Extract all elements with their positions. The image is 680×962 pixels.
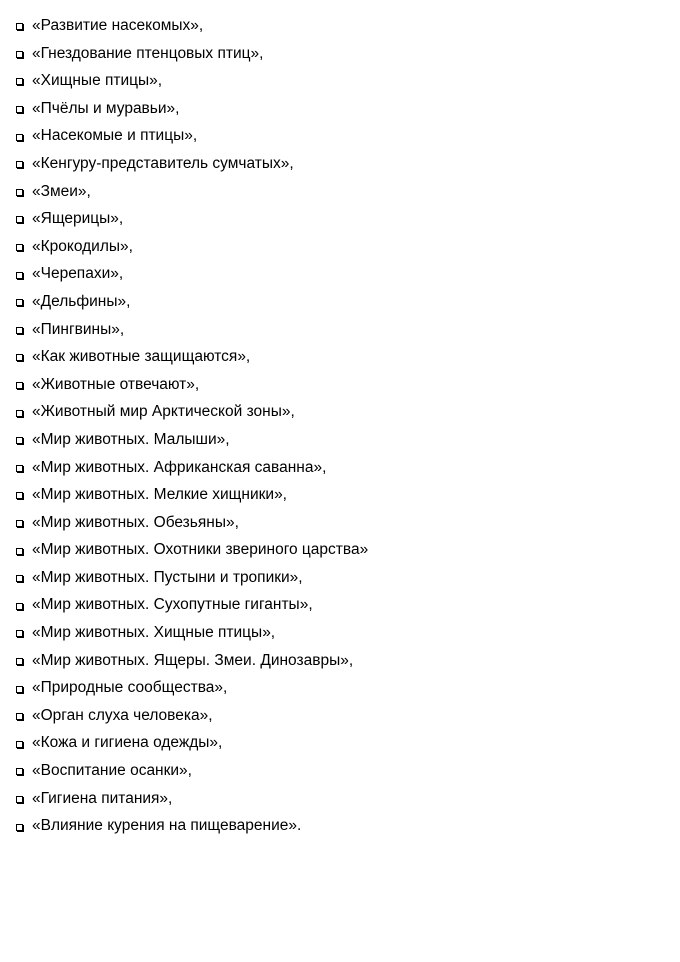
list-item-text: «Черепахи»,: [32, 265, 124, 283]
hollow-square-bullet-icon: [16, 465, 23, 472]
list-item-text: «Пингвины»,: [32, 320, 125, 338]
list-item-text: «Мир животных. Обезьяны»,: [32, 513, 239, 531]
list-item: [14, 260, 664, 288]
list-item-text: «Животные отвечают»,: [32, 375, 200, 393]
hollow-square-bullet-icon: [16, 575, 23, 582]
list-item-text: «Мир животных. Охотники звериного царства»: [32, 541, 369, 559]
list-item: [14, 564, 664, 592]
list-item: [14, 702, 664, 730]
hollow-square-bullet-icon: [16, 161, 23, 168]
list-item-text: «Хищные птицы»,: [32, 72, 163, 90]
hollow-square-bullet-icon: [16, 437, 23, 444]
list-item: [14, 757, 664, 785]
hollow-square-bullet-icon: [16, 354, 23, 361]
list-item: [14, 454, 664, 482]
hollow-square-bullet-icon: [16, 824, 23, 831]
list-item: [14, 619, 664, 647]
hollow-square-bullet-icon: [16, 216, 23, 223]
hollow-square-bullet-icon: [16, 78, 23, 85]
list-item: [14, 647, 664, 675]
list-item-text: «Крокодилы»,: [32, 237, 133, 255]
list-item: [14, 398, 664, 426]
list-item: [14, 122, 664, 150]
list-item-text: «Животный мир Арктической зоны»,: [32, 403, 295, 421]
list-item-text: «Орган слуха человека»,: [32, 706, 213, 724]
list-item: [14, 509, 664, 537]
list-item-text: «Мир животных. Пустыни и тропики»,: [32, 568, 303, 586]
hollow-square-bullet-icon: [16, 713, 23, 720]
hollow-square-bullet-icon: [16, 741, 23, 748]
list-item: [14, 178, 664, 206]
list-item: [14, 67, 664, 95]
list-item-text: «Насекомые и птицы»,: [32, 127, 198, 145]
hollow-square-bullet-icon: [16, 492, 23, 499]
list-item: [14, 343, 664, 371]
list-item: [14, 233, 664, 261]
list-item: [14, 536, 664, 564]
hollow-square-bullet-icon: [16, 630, 23, 637]
list-item-text: «Как животные защищаются»,: [32, 348, 251, 366]
list-item: [14, 205, 664, 233]
list-item: [14, 674, 664, 702]
list-item-text: «Змеи»,: [32, 182, 91, 200]
topic-list: [14, 12, 664, 840]
list-item-text: «Кожа и гигиена одежды»,: [32, 734, 223, 752]
list-item-text: «Гнездование птенцовых птиц»,: [32, 44, 264, 62]
hollow-square-bullet-icon: [16, 382, 23, 389]
hollow-square-bullet-icon: [16, 299, 23, 306]
hollow-square-bullet-icon: [16, 51, 23, 58]
list-item-text: «Природные сообщества»,: [32, 679, 228, 697]
hollow-square-bullet-icon: [16, 23, 23, 30]
hollow-square-bullet-icon: [16, 134, 23, 141]
list-item-text: «Гигиена питания»,: [32, 789, 173, 807]
list-item-text: «Развитие насекомых»,: [32, 17, 204, 34]
list-item-text: «Мир животных. Ящеры. Змеи. Динозавры»,: [32, 651, 354, 669]
list-item-text: «Мир животных. Сухопутные гиганты»,: [32, 596, 313, 614]
list-item-text: «Влияние курения на пищеварение».: [32, 817, 302, 835]
hollow-square-bullet-icon: [16, 686, 23, 693]
hollow-square-bullet-icon: [16, 658, 23, 665]
hollow-square-bullet-icon: [16, 244, 23, 251]
list-item-text: «Мир животных. Малыши»,: [32, 430, 230, 448]
list-item: [14, 426, 664, 454]
list-item: [14, 40, 664, 68]
list-item: [14, 95, 664, 123]
list-item: [14, 371, 664, 399]
hollow-square-bullet-icon: [16, 548, 23, 555]
list-item: [14, 812, 664, 840]
hollow-square-bullet-icon: [16, 520, 23, 527]
list-item: [14, 729, 664, 757]
list-item-text: «Мир животных. Мелкие хищники»,: [32, 486, 287, 504]
list-item: [14, 150, 664, 178]
list-item: [14, 591, 664, 619]
hollow-square-bullet-icon: [16, 796, 23, 803]
list-item-text: «Мир животных. Хищные птицы»,: [32, 624, 276, 642]
list-item: [14, 785, 664, 813]
list-item-text: «Пчёлы и муравьи»,: [32, 99, 180, 117]
list-item-text: «Воспитание осанки»,: [32, 762, 192, 780]
list-item: [14, 288, 664, 316]
list-item-text: «Дельфины»,: [32, 292, 131, 310]
list-item-text: «Кенгуру-представитель сумчатых»,: [32, 154, 294, 172]
hollow-square-bullet-icon: [16, 410, 23, 417]
hollow-square-bullet-icon: [16, 189, 23, 196]
hollow-square-bullet-icon: [16, 327, 23, 334]
hollow-square-bullet-icon: [16, 272, 23, 279]
hollow-square-bullet-icon: [16, 106, 23, 113]
list-item-text: «Мир животных. Африканская саванна»,: [32, 458, 327, 476]
hollow-square-bullet-icon: [16, 768, 23, 775]
list-item: [14, 316, 664, 344]
list-item-text: «Ящерицы»,: [32, 210, 124, 228]
list-item: [14, 12, 664, 40]
list-item: [14, 481, 664, 509]
hollow-square-bullet-icon: [16, 603, 23, 610]
